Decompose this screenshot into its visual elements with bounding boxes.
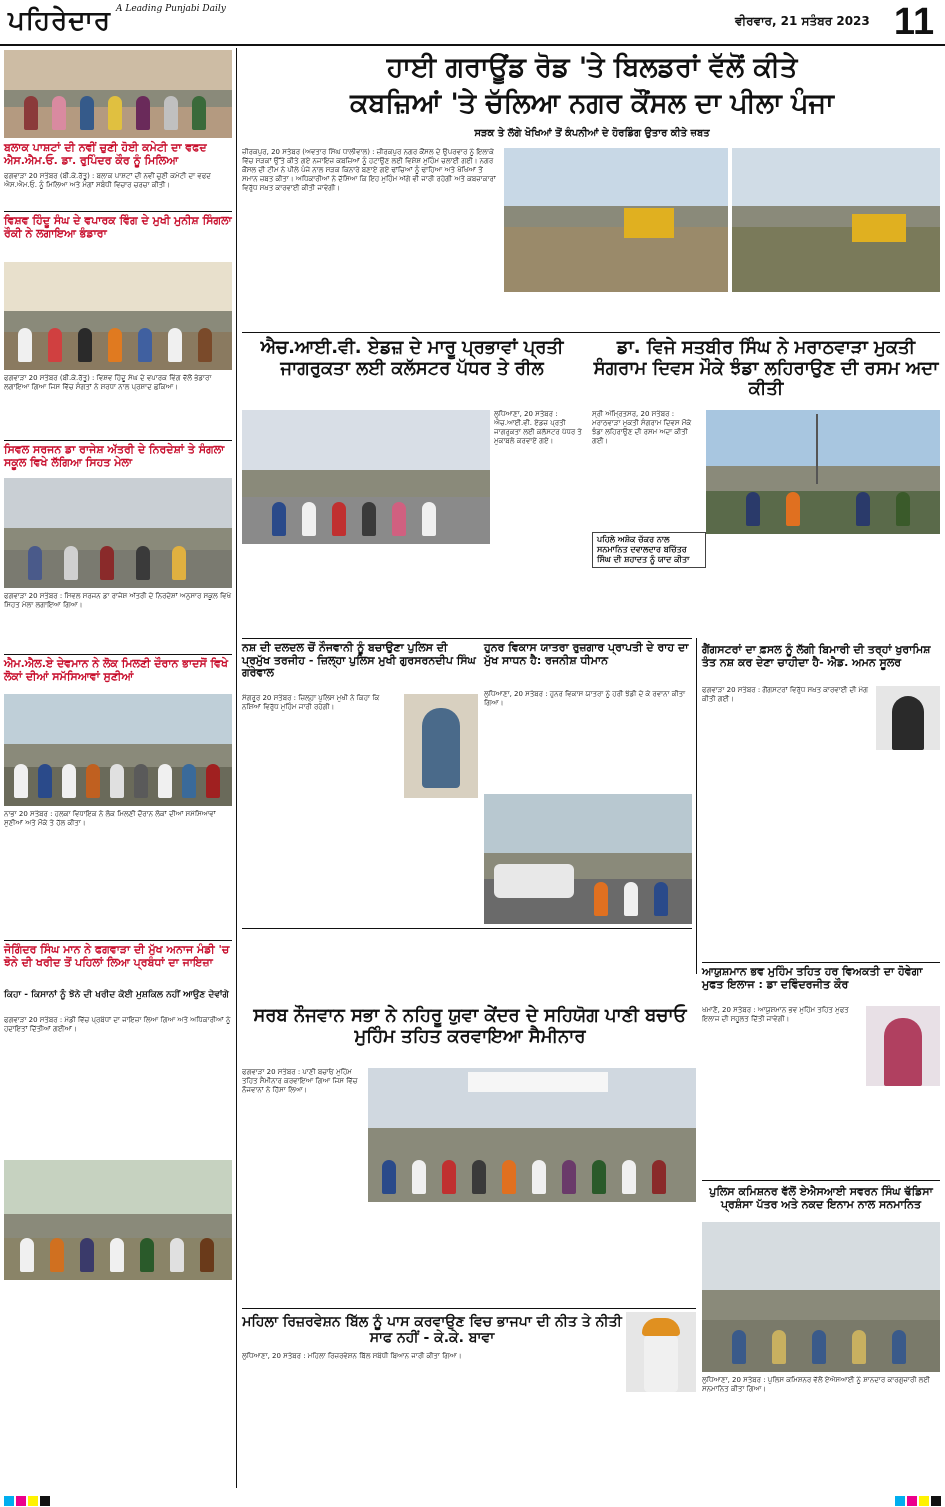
mid-story2-headline: ਡਾ. ਵਿਜੇ ਸਤਬੀਰ ਸਿੰਘ ਨੇ ਮਰਾਠਵਾੜਾ ਮੁਕਤੀ ਸੰਗਰਾਮ ਦਿਵਸ ਮੌਕੇ ਝੰਡਾ ਲਹਿਰਾਉਣ ਦੀ ਰਸਮ ਅਦਾ ਕੀਤੀ: [593, 337, 939, 400]
mid-photo-1: [242, 410, 490, 544]
divider: [4, 654, 232, 655]
tagline: A Leading Punjabi Daily: [116, 4, 226, 14]
mid-photo-2: [706, 410, 940, 534]
mid-story3-body: ਸੰਗਰੂਰ 20 ਸਤੰਬਰ : ਜ਼ਿਲ੍ਹਾ ਪੁਲਿਸ ਮੁਖੀ ਨੇ ਕਿਹਾ ਕਿ ਨਸ਼ਿਆਂ ਵਿਰੁੱਧ ਮੁਹਿੰਮ ਜਾਰੀ ਰਹੇਗੀ।: [242, 694, 380, 711]
masthead: [0, 0, 945, 46]
magenta-swatch: [16, 1496, 26, 1506]
left-photo-5: [4, 1160, 232, 1280]
mid-story4-headline: ਹੁਨਰ ਵਿਕਾਸ ਯਾਤਰਾ ਰੁਜ਼ਗਾਰ ਪ੍ਰਾਪਤੀ ਦੇ ਰਾਹ ਦਾ ਮੁੱਖ ਸਾਧਨ ਹੈ: ਰਜਨੀਸ਼ ਧੀਮਾਨ: [484, 641, 689, 667]
left-photo-1: [4, 50, 232, 138]
mid-story5-headline: ਸਰਬ ਨੌਜਵਾਨ ਸਭਾ ਨੇ ਨਹਿਰੂ ਯੁਵਾ ਕੇਂਦਰ ਦੇ ਸਹਿਯੋਗ ਪਾਣੀ ਬਚਾਓ ਮੁਹਿੰਮ ਤਹਿਤ ਕਰਵਾਇਆ ਸੈਮੀਨਾਰ: [253, 1005, 687, 1047]
mid-story1-headline: ਐਚ.ਆਈ.ਵੀ. ਏਡਜ਼ ਦੇ ਮਾਰੂ ਪ੍ਰਭਾਵਾਂ ਪ੍ਰਤੀ ਜਾਗਰੁਕਤਾ ਲਈ ਕਲੱਸਟਰ ਪੱਧਰ ਤੇ ਰੀਲ: [260, 337, 564, 379]
black-swatch: [931, 1496, 941, 1506]
adv-aman-photo: [876, 686, 940, 750]
left-story1-body: ਫਗਵਾੜਾ 20 ਸਤੰਬਰ (ਬੀ.ਕੇ.ਰੱਤੂ) : ਬਲਾਕ ਪਾਸ਼ਟਾਂ ਦੀ ਨਵੀਂ ਚੁਣੀ ਕਮੇਟੀ ਦਾ ਵਫਦ ਐਸ.ਐਮ.ਓ. ਨੂੰ ਮਿਲਿਆ ਅਤੇ ਮੰਗਾਂ ਸਬੰਧੀ ਵਿਚਾਰ ਚਰਚਾ ਕੀਤੀ।: [4, 172, 211, 189]
divider: [702, 962, 940, 963]
police-chief-photo: [404, 694, 478, 798]
left-story2-body: ਫਗਵਾੜਾ 20 ਸਤੰਬਰ (ਬੀ.ਕੇ.ਰੱਤੂ) : ਵਿਸ਼ਵ ਹਿੰਦੂ ਸੰਘ ਦੇ ਵਪਾਰਕ ਵਿੰਗ ਵੱਲੋਂ ਭੰਡਾਰਾ ਲਗਾਇਆ ਗਿਆ ਜਿਸ ਵਿੱਚ ਸੰਗਤਾਂ ਨੇ ਸ਼ਰਧਾ ਨਾਲ ਪ੍ਰਸ਼ਾਦ ਛਕਿਆ।: [4, 374, 212, 391]
divider: [242, 928, 692, 929]
lead-body-continued: [504, 296, 940, 330]
person-figure: [884, 1018, 922, 1086]
newspaper-logo: ਪਹਿਰੇਦਾਰ: [8, 6, 111, 36]
mid-story2-body: ਸ੍ਰੀ ਅੰਮ੍ਰਿਤਸਰ, 20 ਸਤੰਬਰ : ਮਰਾਠਵਾੜਾ ਮੁਕਤੀ ਸੰਗਰਾਮ ਦਿਵਸ ਮੌਕੇ ਝੰਡਾ ਲਹਿਰਾਉਣ ਦੀ ਰਸਮ ਅਦਾ ਕੀਤੀ ਗਈ।: [592, 410, 692, 445]
divider: [702, 1180, 940, 1181]
left-story5-headline: ਜੋਗਿੰਦਰ ਸਿੰਘ ਮਾਨ ਨੇ ਫਗਵਾੜਾ ਦੀ ਮੁੱਖ ਅਨਾਜ ਮੰਡੀ 'ਚ ਝੋਨੇ ਦੀ ਖਰੀਦ ਤੋਂ ਪਹਿਲਾਂ ਲਿਆ ਪ੍ਰਬੰਧਾਂ ਦਾ ਜਾਇਜ਼ਾ: [4, 943, 230, 969]
person-figure: [892, 696, 924, 750]
left-story5-body: ਫਗਵਾੜਾ 20 ਸਤੰਬਰ : ਮੰਡੀ ਵਿੱਚ ਪ੍ਰਬੰਧਾਂ ਦਾ ਜਾਇਜ਼ਾ ਲਿਆ ਗਿਆ ਅਤੇ ਅਧਿਕਾਰੀਆਂ ਨੂੰ ਹਦਾਇਤਾਂ ਦਿੱਤੀਆਂ ਗਈਆਂ।: [4, 1016, 231, 1033]
yellow-swatch: [28, 1496, 38, 1506]
turban-shape: [642, 1318, 680, 1336]
left-story1-headline: ਬਲਾਕ ਪਾਸ਼ਟਾਂ ਦੀ ਨਵੀਂ ਚੁਣੀ ਹੋਈ ਕਮੇਟੀ ਦਾ ਵਫਦ ਐਸ.ਐਮ.ਓ. ਡਾ. ਰੁਪਿੰਦਰ ਕੌਰ ਨੂੰ ਮਿਲਿਆ: [4, 141, 207, 167]
right-story1-body: ਫਗਵਾੜਾ 20 ਸਤੰਬਰ : ਗੈਂਗਸਟਰਾਂ ਵਿਰੁੱਧ ਸਖ਼ਤ ਕਾਰਵਾਈ ਦੀ ਮੰਗ ਕੀਤੀ ਗਈ।: [702, 686, 868, 703]
lead-headline-line2: ਕਬਜ਼ਿਆਂ 'ਤੇ ਚੱਲਿਆ ਨਗਰ ਕੌਂਸਲ ਦਾ ਪੀਲਾ ਪੰਜਾ: [350, 88, 834, 119]
mid-story6-headline: ਮਹਿਲਾ ਰਿਜ਼ਰਵੇਸ਼ਨ ਬਿੱਲ ਨੂੰ ਪਾਸ ਕਰਵਾਉਣ ਵਿਚ ਭਾਜਪਾ ਦੀ ਨੀਤ ਤੇ ਨੀਤੀ ਸਾਫ ਨਹੀਂ - ਕੇ.ਕੇ. ਬਾਵਾ: [242, 1314, 622, 1347]
left-photo-3: [4, 478, 232, 588]
divider: [242, 332, 940, 333]
divider: [4, 940, 232, 941]
divider: [242, 638, 692, 639]
issue-date: ਵੀਰਵਾਰ, 21 ਸਤੰਬਰ 2023: [735, 14, 870, 28]
mid-story1-body: ਲੁਧਿਆਣਾ, 20 ਸਤੰਬਰ : ਐਚ.ਆਈ.ਵੀ. ਏਡਜ਼ ਪ੍ਰਤੀ ਜਾਗਰੁਕਤਾ ਲਈ ਕਲੱਸਟਰ ਪੱਧਰ ਤੇ ਮੁਕਾਬਲੇ ਕਰਵਾਏ ਗਏ।: [494, 410, 582, 445]
right-story3-body: ਲੁਧਿਆਣਾ, 20 ਸਤੰਬਰ : ਪੁਲਿਸ ਕਮਿਸ਼ਨਰ ਵੱਲੋਂ ਏਐਸਆਈ ਨੂੰ ਸ਼ਾਨਦਾਰ ਕਾਰਗੁਜ਼ਾਰੀ ਲਈ ਸਨਮਾਨਿਤ ਕੀਤਾ ਗਿਆ।: [702, 1376, 930, 1393]
mid-photo-5: [368, 1068, 696, 1202]
lead-photo-1: [504, 148, 728, 292]
black-swatch: [40, 1496, 50, 1506]
excavator-shape: [624, 208, 674, 238]
right-photo-3: [702, 1222, 940, 1372]
divider: [4, 211, 232, 212]
column-rule: [696, 638, 697, 974]
cyan-swatch: [4, 1496, 14, 1506]
person-figure: [644, 1336, 678, 1392]
lead-subhead: ਸੜਕ ਤੇ ਲੱਗੇ ਖੋਖਿਆਂ ਤੋਂ ਕੰਪਨੀਆਂ ਦੇ ਹੋਰਡਿੰਗ ਉਤਾਰ ਕੀਤੇ ਜ਼ਬਤ: [474, 128, 710, 139]
mid-story5-body: ਫਗਵਾੜਾ 20 ਸਤੰਬਰ : ਪਾਣੀ ਬਚਾਓ ਮੁਹਿੰਮ ਤਹਿਤ ਸੈਮੀਨਾਰ ਕਰਵਾਇਆ ਗਿਆ ਜਿਸ ਵਿੱਚ ਨੌਜਵਾਨਾਂ ਨੇ ਹਿੱਸਾ ਲਿਆ।: [242, 1068, 358, 1094]
left-story5-continued: [4, 1284, 232, 1464]
right-story1-body-continued: [702, 770, 940, 960]
left-story5-kicker: ਕਿਹਾ - ਕਿਸਾਨਾਂ ਨੂੰ ਝੋਨੇ ਦੀ ਖਰੀਦ ਕੋਈ ਮੁਸ਼ਕਿਲ ਨਹੀਂ ਆਉਣ ਦੇਵਾਂਗੇ: [4, 990, 229, 1000]
mid-story5-body-continued: [368, 1206, 696, 1304]
banner-shape: [468, 1072, 608, 1092]
dr-davinderjit-photo: [866, 1006, 940, 1086]
right-story2-headline: ਆਯੁਸ਼ਮਾਨ ਭਵ ਮੁਹਿੰਮ ਤਹਿਤ ਹਰ ਵਿਅਕਤੀ ਦਾ ਹੋਵੇਗਾ ਮੁਫਤ ਇਲਾਜ : ਡਾ ਦਵਿੰਦਰਜੀਤ ਕੌਰ: [702, 965, 923, 991]
left-story2-headline: ਵਿਸ਼ਵ ਹਿੰਦੂ ਸੰਘ ਦੇ ਵਪਾਰਕ ਵਿੰਗ ਦੇ ਮੁਖੀ ਮੁਨੀਸ਼ ਸਿੰਗਲਾ ਰੌਕੀ ਨੇ ਲਗਾਇਆ ਭੰਡਾਰਾ: [4, 214, 232, 240]
excavator-shape: [852, 214, 906, 242]
cyan-swatch: [895, 1496, 905, 1506]
divider: [242, 1308, 696, 1309]
flag-pole: [816, 414, 818, 484]
left-story4-headline: ਐਮ.ਐਲ.ਏ ਦੇਵਮਾਨ ਨੇ ਲੋਕ ਮਿਲਣੀ ਦੌਰਾਨ ਭਾਦਸੋਂ ਵਿਖੇ ਲੋਕਾਂ ਦੀਆਂ ਸਮੱਸਿਆਵਾਂ ਸੁਣੀਆਂ: [4, 657, 228, 683]
magenta-swatch: [907, 1496, 917, 1506]
right-story3-headline: ਪੁਲਿਸ ਕਮਿਸ਼ਨਰ ਵੱਲੋਂ ਏਐਸਆਈ ਸਵਰਨ ਸਿੰਘ ਢੱਡਿਸਾ ਪ੍ਰਸ਼ੰਸਾ ਪੱਤਰ ਅਤੇ ਨਕਦ ਇਨਾਮ ਨਾਲ ਸਨਮਾਨਿਤ: [709, 1185, 933, 1211]
vehicle-shape: [494, 864, 574, 898]
column-rule: [236, 48, 237, 1488]
lead-headline-line1: ਹਾਈ ਗਰਾਊਂਡ ਰੋਡ 'ਤੇ ਬਿਲਡਰਾਂ ਵੱਲੋਂ ਕੀਤੇ: [386, 52, 798, 83]
mid-story2-body-continued: [706, 538, 940, 634]
left-photo-2: [4, 262, 232, 370]
mid-story2-caption: ਪਹਿਲੇ ਅਸ਼ੋਕ ਚੱਕਰ ਨਾਲ ਸਨਮਾਨਿਤ ਦਵਾਲਦਾਰ ਬਚਿੱਤਰ ਸਿੰਘ ਦੀ ਸ਼ਹਾਦਤ ਨੂੰ ਯਾਦ ਕੀਤਾ: [592, 532, 706, 568]
right-story1-headline: ਗੈਂਗਸਟਰਾਂ ਦਾ ਫ਼ਸਲ ਨੂੰ ਲੱਗੀ ਬਿਮਾਰੀ ਦੀ ਤਰ੍ਹਾਂ ਖੁਰਾਮਿਸ਼ ਤੰਤ ਨਸ਼ ਕਰ ਦੇਣਾ ਚਾਹੀਦਾ ਹੈ- ਐਡ. ਅਮਨ ਸੂਲਰ: [702, 643, 931, 669]
mid-story3-body-continued: [404, 802, 478, 924]
page-number: 11: [893, 1, 935, 43]
left-story3-body: ਫਗਵਾੜਾ 20 ਸਤੰਬਰ : ਸਿਵਲ ਸਰਜਨ ਡਾ ਰਾਜੇਸ਼ ਅੱਤਰੀ ਦੇ ਨਿਰਦੇਸ਼ਾਂ ਅਨੁਸਾਰ ਸਕੂਲ ਵਿਖੇ ਸਿਹਤ ਮੇਲਾ ਲਗਾਇਆ ਗਿਆ।: [4, 592, 232, 609]
mid-story4-body: ਲੁਧਿਆਣਾ, 20 ਸਤੰਬਰ : ਹੁਨਰ ਵਿਕਾਸ ਯਾਤਰਾ ਨੂੰ ਹਰੀ ਝੰਡੀ ਦੇ ਕੇ ਰਵਾਨਾ ਕੀਤਾ ਗਿਆ।: [484, 690, 686, 707]
right-story2-body: ਖਮਾਣੋਂ, 20 ਸਤੰਬਰ : ਆਯੁਸ਼ਮਾਨ ਭਵ ਮੁਹਿੰਮ ਤਹਿਤ ਮੁਫਤ ਇਲਾਜ ਦੀ ਸਹੂਲਤ ਦਿੱਤੀ ਜਾਵੇਗੀ।: [702, 1006, 849, 1023]
mid-story1-body-continued: [242, 548, 584, 634]
kk-bawa-photo: [626, 1312, 696, 1392]
mid-story3-headline: ਨਸ਼ ਦੀ ਦਲਦਲ ਚੋਂ ਨੌਜਵਾਨੀ ਨੂੰ ਬਚਾਉਣਾ ਪੁਲਿਸ ਦੀ ਪ੍ਰਮੁੱਖ ਤਰਜੀਹ - ਜ਼ਿਲ੍ਹਾ ਪੁਲਿਸ ਮੁਖੀ ਗੁਰਸਰਨਦੀਪ ਸਿੰਘ ਗਰੇਵਾਲ: [242, 641, 476, 680]
yellow-swatch: [919, 1496, 929, 1506]
left-photo-4: [4, 694, 232, 806]
divider: [4, 440, 232, 441]
lead-body: ਜ਼ੀਰਕਪੁਰ, 20 ਸਤੰਬਰ (ਅਵਤਾਰ ਸਿੰਘ ਧਾਲੀਵਾਲ) : ਜ਼ੀਰਕਪੁਰ ਨਗਰ ਕੌਂਸਲ ਦੇ ਉਪਰਵਾਰ ਨੂੰ ਇਲਾਕੇ ਵਿੱਚ ਸੜਕਾਂ ਉੱਤੇ ਕੀਤੇ ਗਏ ਨਜਾਇਜ਼ ਕਬਜ਼ਿਆਂ ਨੂੰ ਹਟਾਉਣ ਲਈ ਵਿਸ਼ੇਸ਼ ਮੁਹਿੰਮ ਚਲਾਈ ਗਈ। ਨਗਰ ਕੌਂਸਲ ਦੀ ਟੀਮ ਨੇ ਪੀਲੇ ਪੰਜੇ ਨਾਲ ਸੜਕ ਕਿਨਾਰੇ ਬਣਾਏ ਗਏ ਢਾਂਚਿਆਂ ਨੂੰ ਢਾਹਿਆ ਅਤੇ ਖੋਖਿਆਂ ਤੋਂ ਸਮਾਨ ਜ਼ਬਤ ਕੀਤਾ। ਅਧਿਕਾਰੀਆਂ ਨੇ ਦੱਸਿਆ ਕਿ ਇਹ ਮੁਹਿੰਮ ਅੱਗੇ ਵੀ ਜਾਰੀ ਰਹੇਗੀ ਅਤੇ ਕਬਜ਼ਾਕਾਰਾਂ ਵਿਰੁੱਧ ਸਖ਼ਤ ਕਾਰਵਾਈ ਕੀਤੀ ਜਾਵੇਗੀ।: [242, 148, 496, 192]
mid-story6-body: ਲੁਧਿਆਣਾ, 20 ਸਤੰਬਰ : ਮਹਿਲਾ ਰਿਜ਼ਰਵੇਸ਼ਨ ਬਿੱਲ ਸਬੰਧੀ ਬਿਆਨ ਜਾਰੀ ਕੀਤਾ ਗਿਆ।: [242, 1352, 462, 1360]
left-story3-headline: ਸਿਵਲ ਸਰਜਨ ਡਾ ਰਾਜੇਸ਼ ਅੱਤਰੀ ਦੇ ਨਿਰਦੇਸ਼ਾਂ ਤੇ ਸੰਗਲਾ ਸਕੂਲ ਵਿਖੇ ਲੱਗਿਆ ਸਿਹਤ ਮੇਲਾ: [4, 443, 225, 469]
mid-photo-4: [484, 794, 692, 924]
officer-figure: [422, 708, 460, 788]
lead-photo-2: [732, 148, 940, 292]
print-registration-strip: [0, 1494, 945, 1507]
left-story4-body: ਨਾਭਾ 20 ਸਤੰਬਰ : ਹਲਕਾ ਵਿਧਾਇਕ ਨੇ ਲੋਕ ਮਿਲਣੀ ਦੌਰਾਨ ਲੋਕਾਂ ਦੀਆਂ ਸਮੱਸਿਆਵਾਂ ਸੁਣੀਆਂ ਅਤੇ ਮੌਕੇ ਤੇ ਹੱਲ ਕੀਤਾ।: [4, 810, 216, 827]
